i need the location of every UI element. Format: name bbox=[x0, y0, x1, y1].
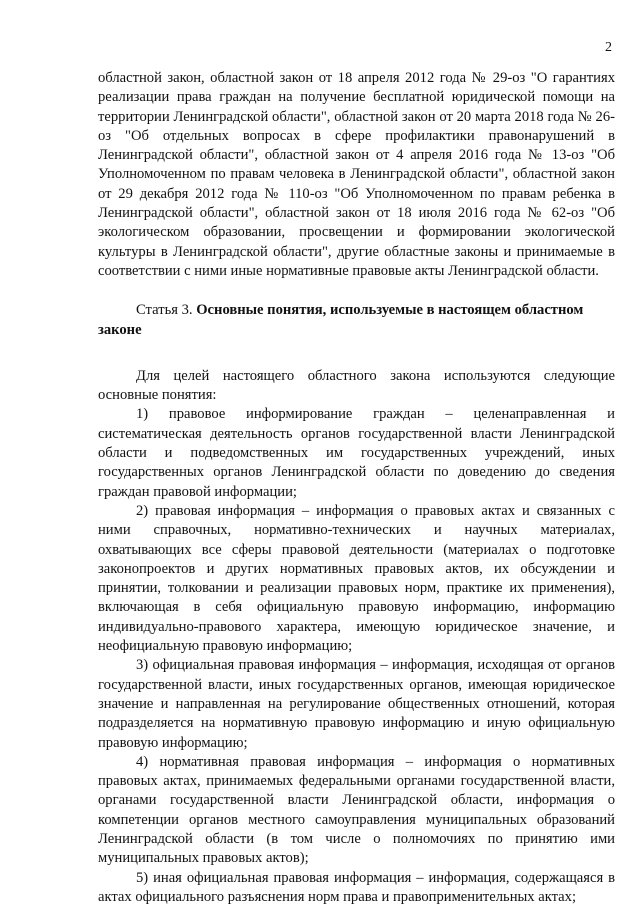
page-number: 2 bbox=[605, 40, 612, 55]
definition-item-4: 4) нормативная правовая информация – информация о нормативных правовых актах, принимаемых федеральными органами государственной власти, органами государственной власти Ленинградской области, информация о компетенции органов местного самоуправления муниципальных образований Ленинградской области (в том числе о полномочиях по принятию ими муниципальных правовых актов); bbox=[98, 753, 615, 867]
definition-item-3: 3) официальная правовая информация – информация, исходящая от органов государственной власти, иных государственных органов, имеющая юридическое значение и направленная на регулирование общественных отношений, которая подразделяется на нормативную правовую информацию и иную официальную правовую информацию; bbox=[98, 657, 615, 751]
document-body bbox=[98, 69, 615, 907]
definitions-intro: Для целей настоящего областного закона используются следующие основные понятия: bbox=[98, 367, 615, 404]
definition-item-1: 1) правовое информирование граждан – целенаправленная и систематическая деятельность органов государственной власти Ленинградской области и подведомственных им государственных учреждений, иных государственных органов Ленинградской области по доведению до сведения граждан правовой информации; bbox=[98, 406, 615, 500]
article-heading bbox=[98, 301, 615, 340]
definition-item-5: 5) иная официальная правовая информация – информация, содержащаяся в актах официального разъяснения норм права и правоприменительных актах; bbox=[98, 869, 615, 905]
intro-paragraph: областной закон, областной закон от 18 апреля 2012 года № 29-оз "О гарантиях реализации права граждан на получение бесплатной юридической помощи на территории Ленинградской области", областной закон от 20 марта 2018 года № 26-оз "Об отдельных вопросах в сфере профилактики правонарушений в Ленинградской области", областной закон от 4 апреля 2016 года № 13-оз "Об Уполномоченном по правам человека в Ленинградской области", областной закон от 29 декабря 2012 года № 110-оз "Об Уполномоченном по правам ребенка в Ленинградской области", областной закон от 18 июля 2016 года № 62-оз "Об экологическом образовании, просвещении и формировании экологической культуры в Ленинградской области", другие областные законы и принимаемые в соответствии с ними иные нормативные правовые акты Ленинградской области. bbox=[98, 70, 615, 279]
definition-item-2: 2) правовая информация – информация о правовых актах и связанных с ними справочных, нормативно-технических и научных материалах, охватывающих все сферы правовой деятельности (материалах о подготовке законопроектов и других нормативных правовых актов, их обсуждении и принятии, толковании и реализации правовых норм, практике их применения), включающая в себя официальную правовую информацию, информацию индивидуально-правового характера, имеющую юридическое значение, и неофициальную правовую информацию; bbox=[98, 502, 615, 655]
article-title: Основные понятия, используемые в настоящем областном законе bbox=[98, 302, 584, 338]
article-label: Статья 3. bbox=[136, 302, 193, 319]
heading-spacer bbox=[98, 340, 615, 367]
